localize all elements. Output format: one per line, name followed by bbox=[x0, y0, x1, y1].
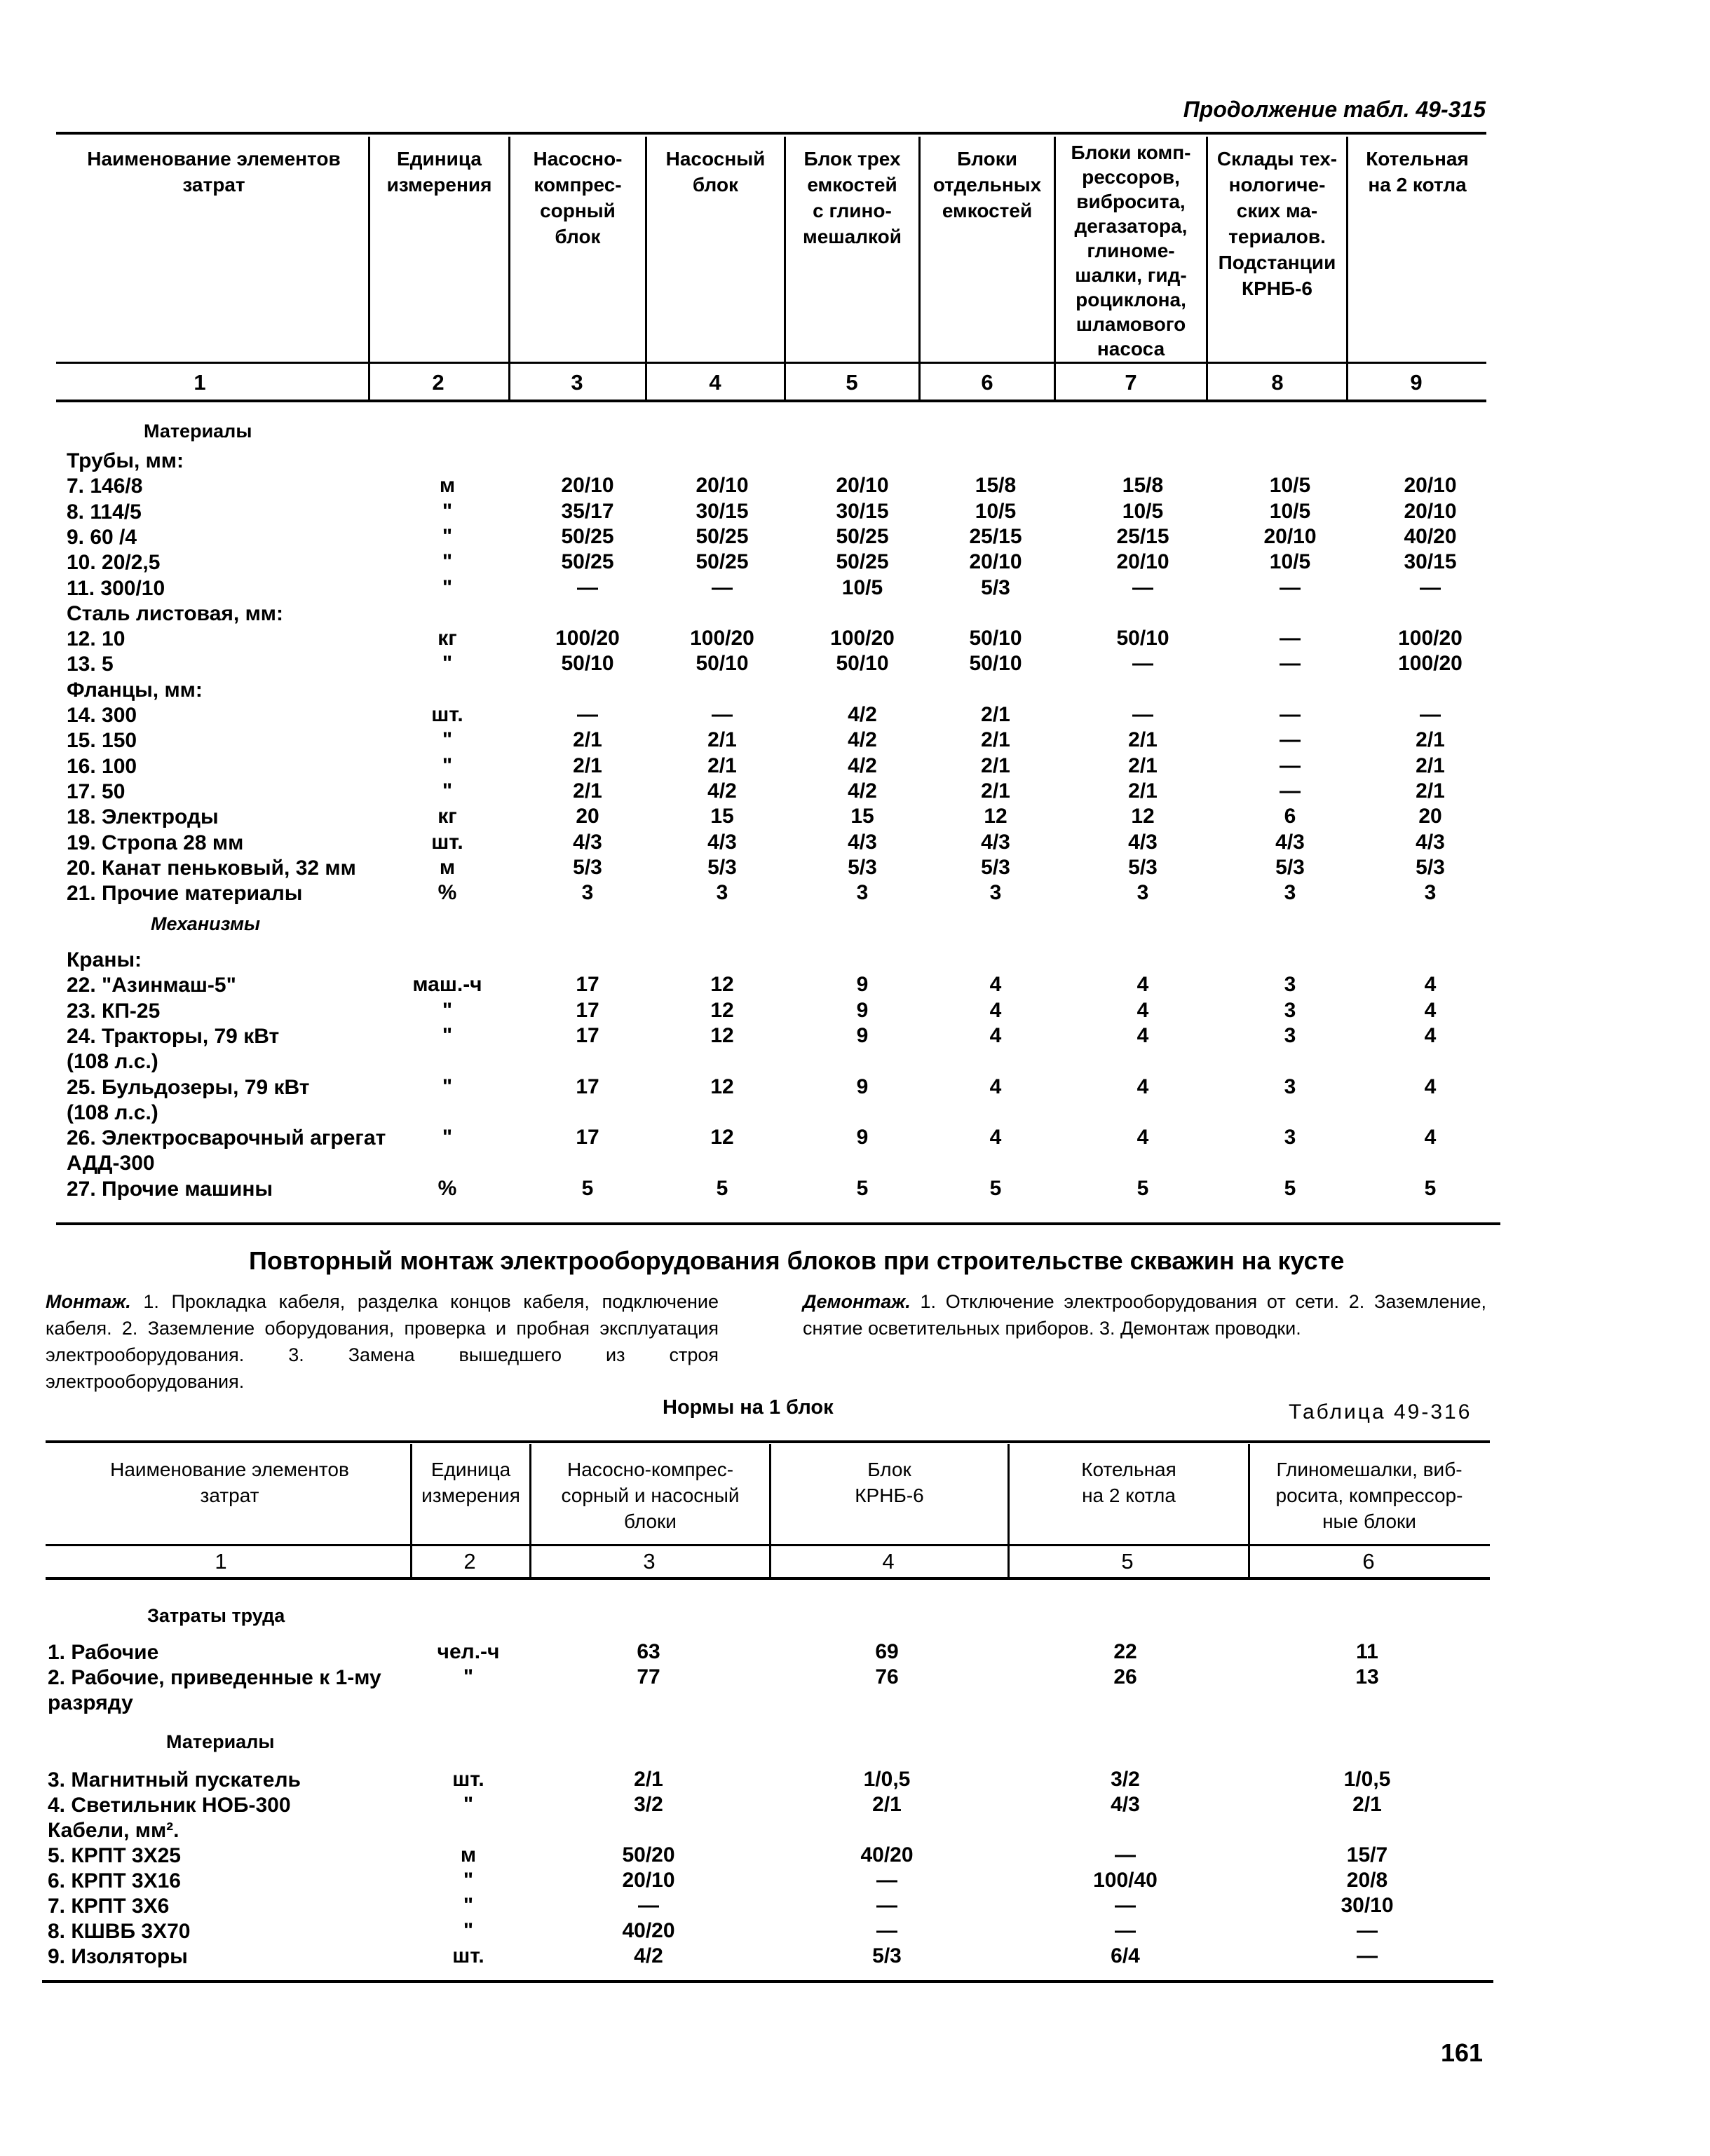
table-cell: 5/3 bbox=[1416, 855, 1445, 879]
table-cell: 12 bbox=[1131, 805, 1155, 828]
table-cell: 50/10 bbox=[969, 652, 1022, 676]
table-cell: 2/1 bbox=[573, 728, 602, 752]
row-label: 9. 60 /4 bbox=[67, 525, 137, 549]
table-cell: 4 bbox=[989, 1074, 1002, 1098]
table-cell: 2/1 bbox=[1352, 1793, 1382, 1816]
table-cell: — bbox=[1280, 753, 1301, 777]
table-cell: 5 bbox=[856, 1176, 869, 1200]
table-cell: 63 bbox=[637, 1640, 660, 1663]
table-cell: 3 bbox=[856, 881, 869, 905]
table-cell: 25/15 bbox=[1116, 524, 1169, 548]
row-unit: " bbox=[442, 575, 453, 599]
table-cell: — bbox=[1280, 575, 1301, 599]
table-cell: 20 bbox=[1418, 805, 1442, 828]
demontage-body: 1. Отключение электрооборудования от сети. 2. Заземление, снятие осветительных приборов. 3. Демонтаж проводки. bbox=[803, 1291, 1486, 1339]
row-label: 25. Бульдозеры, 79 кВт bbox=[67, 1075, 310, 1099]
table-cell: 5 bbox=[1424, 1176, 1437, 1200]
table-cell: 20/10 bbox=[969, 550, 1022, 574]
row-label: 16. 100 bbox=[67, 754, 137, 778]
table-cell: 3 bbox=[1284, 1074, 1296, 1098]
table-cell: — bbox=[1357, 1944, 1378, 1967]
row-label: 24. Тракторы, 79 кВт bbox=[67, 1024, 280, 1048]
table-cell: 4/3 bbox=[1111, 1793, 1140, 1816]
table-cell: 76 bbox=[875, 1665, 899, 1688]
t1-colnum: 1 bbox=[194, 370, 206, 395]
row-unit: " bbox=[442, 524, 453, 548]
row-unit: " bbox=[442, 499, 453, 523]
table-cell: 50/10 bbox=[969, 627, 1022, 650]
table-cell: 3 bbox=[1284, 998, 1296, 1022]
norms-caption: Нормы на 1 блок bbox=[663, 1396, 834, 1419]
row-unit: м bbox=[439, 855, 456, 879]
table-cell: — bbox=[876, 1869, 897, 1892]
table-cell: 12 bbox=[984, 805, 1007, 828]
table-cell: 4/2 bbox=[848, 753, 877, 777]
table-cell: 17 bbox=[576, 973, 599, 997]
table-cell: 13 bbox=[1355, 1665, 1379, 1688]
row-unit: кг bbox=[437, 805, 457, 828]
t1-colnum: 2 bbox=[432, 370, 445, 395]
row-unit: " bbox=[442, 550, 453, 574]
row-label: 5. КРПТ 3X25 bbox=[48, 1844, 181, 1867]
table-cell: 4/3 bbox=[1416, 830, 1445, 854]
row-unit: шт. bbox=[452, 1944, 484, 1967]
table-cell: 6 bbox=[1284, 805, 1296, 828]
table-cell: 9 bbox=[856, 1074, 869, 1098]
table-cell: 2/1 bbox=[981, 703, 1010, 726]
row-unit: " bbox=[442, 652, 453, 676]
table-cell: — bbox=[1132, 703, 1153, 726]
row-label: 12. 10 bbox=[67, 627, 125, 651]
t2-colnum: 6 bbox=[1362, 1549, 1375, 1574]
table-cell: 50/20 bbox=[622, 1843, 675, 1867]
table-cell: — bbox=[577, 575, 598, 599]
row-label: Трубы, мм: bbox=[67, 449, 184, 472]
section-title: Повторный монтаж электрооборудования блоков при строительстве скважин на кусте bbox=[249, 1246, 1345, 1275]
t1-section-materials: Материалы bbox=[144, 421, 252, 442]
t2-colnum: 2 bbox=[463, 1549, 476, 1574]
table-cell: 5/3 bbox=[707, 855, 737, 879]
row-label: 8. 114/5 bbox=[67, 500, 142, 524]
table-cell: 35/17 bbox=[561, 499, 614, 523]
table-cell: — bbox=[1420, 703, 1441, 726]
row-label: 14. 300 bbox=[67, 704, 137, 727]
table-cell: 2/1 bbox=[1128, 728, 1158, 752]
t1-colnum: 5 bbox=[846, 370, 858, 395]
table-cell: 50/10 bbox=[836, 652, 889, 676]
row-unit: " bbox=[442, 728, 453, 752]
table-cell: 10/5 bbox=[1122, 499, 1164, 523]
table-cell: 20/10 bbox=[1404, 474, 1457, 498]
table-cell: 15/7 bbox=[1346, 1843, 1388, 1867]
table-cell: 4/3 bbox=[981, 830, 1010, 854]
table-cell: 15/8 bbox=[975, 474, 1017, 498]
table-cell: 12 bbox=[710, 973, 734, 997]
table-cell: 5/3 bbox=[872, 1944, 902, 1967]
table-cell: — bbox=[712, 703, 733, 726]
table-cell: 2/1 bbox=[1416, 728, 1445, 752]
table-cell: 2/1 bbox=[707, 728, 737, 752]
table-cell: 1/0,5 bbox=[863, 1768, 911, 1791]
table-cell: 4/2 bbox=[707, 779, 737, 803]
montage-text bbox=[46, 1288, 719, 1395]
table-cell: 4 bbox=[989, 1023, 1002, 1047]
table-cell: 4/2 bbox=[848, 703, 877, 726]
row-label: 8. КШВБ 3X70 bbox=[48, 1920, 191, 1943]
table-cell: — bbox=[1420, 575, 1441, 599]
row-label: 27. Прочие машины bbox=[67, 1177, 273, 1201]
table-cell: 4/2 bbox=[848, 779, 877, 803]
table-cell: 2/1 bbox=[634, 1768, 663, 1791]
table-cell: 17 bbox=[576, 1023, 599, 1047]
table-cell: 2/1 bbox=[981, 728, 1010, 752]
table-cell: 4/2 bbox=[848, 728, 877, 752]
t2-colnum: 1 bbox=[215, 1549, 227, 1574]
table-cell: 12 bbox=[710, 1023, 734, 1047]
row-label: 20. Канат пеньковый, 32 мм bbox=[67, 856, 356, 880]
t2-header-col5: Котельная на 2 котла bbox=[1081, 1459, 1176, 1506]
row-unit: м bbox=[460, 1843, 477, 1867]
table-cell: — bbox=[1115, 1919, 1136, 1942]
table-cell: 20/10 bbox=[561, 474, 614, 498]
row-unit: " bbox=[442, 1074, 453, 1098]
table-cell: 2/1 bbox=[573, 753, 602, 777]
table-cell: 20 bbox=[576, 805, 599, 828]
row-label: 19. Стропа 28 мм bbox=[67, 831, 244, 854]
table-cell: 12 bbox=[710, 1126, 734, 1149]
t1-header-name: Наименование элементов затрат bbox=[87, 148, 341, 196]
table-cell: 3 bbox=[1284, 1126, 1296, 1149]
table-cell: 3 bbox=[1424, 881, 1437, 905]
table-cell: — bbox=[1115, 1843, 1136, 1867]
row-label: 15. 150 bbox=[67, 729, 137, 753]
t1-header-col6: Блоки отдельных емкостей bbox=[932, 148, 1042, 221]
table-cell: 3 bbox=[581, 881, 594, 905]
t1-header-col5: Блок трех емкостей с глино- мешалкой bbox=[803, 148, 902, 247]
row-unit: " bbox=[442, 753, 453, 777]
table-cell: — bbox=[1357, 1919, 1378, 1942]
table-label: Таблица 49-316 bbox=[1289, 1400, 1472, 1424]
table-cell: 10/5 bbox=[1269, 499, 1311, 523]
table-cell: — bbox=[876, 1919, 897, 1942]
row-label: 21. Прочие материалы bbox=[67, 882, 303, 906]
table-cell: 50/25 bbox=[695, 524, 749, 548]
table-cell: — bbox=[876, 1894, 897, 1917]
table-cell: 3/2 bbox=[634, 1793, 663, 1816]
t2-section-materials: Материалы bbox=[166, 1731, 275, 1752]
table-cell: 25/15 bbox=[969, 524, 1022, 548]
row-label: (108 л.с.) bbox=[67, 1100, 158, 1124]
table-cell: 20/10 bbox=[695, 474, 749, 498]
table-cell: 20/10 bbox=[1404, 499, 1457, 523]
row-label: 10. 20/2,5 bbox=[67, 551, 161, 575]
table-cell: 4 bbox=[1136, 1023, 1149, 1047]
t2-colnum: 4 bbox=[882, 1549, 895, 1574]
row-label: Краны: bbox=[67, 948, 142, 971]
row-unit: " bbox=[442, 998, 453, 1022]
t1-colnum: 8 bbox=[1271, 370, 1284, 395]
table-cell: 50/25 bbox=[561, 524, 614, 548]
page-number: 161 bbox=[1441, 2038, 1484, 2067]
table-cell: 5/3 bbox=[981, 575, 1010, 599]
table-cell: 3 bbox=[1136, 881, 1149, 905]
continuation-caption: Продолжение табл. 49-315 bbox=[1183, 97, 1486, 122]
table-cell: 4 bbox=[989, 998, 1002, 1022]
table-cell: 100/20 bbox=[555, 627, 620, 650]
row-unit: " bbox=[463, 1869, 474, 1892]
row-label: 13. 5 bbox=[67, 653, 114, 676]
table-cell: 2/1 bbox=[1128, 753, 1158, 777]
montage-body: 1. Прокладка кабеля, разделка концов кабеля, подключение кабеля. 2. Заземление оборудования, проверка и пробная эксплуатация электрооборудования. 3. Замена вышедшего из строя электрооборудования. bbox=[46, 1291, 719, 1392]
row-label: 7. 146/8 bbox=[67, 475, 143, 498]
table-cell: 4 bbox=[1424, 1126, 1437, 1149]
table-cell: 20/10 bbox=[1116, 550, 1169, 574]
t2-colnum: 5 bbox=[1121, 1549, 1134, 1574]
table-cell: 4 bbox=[1424, 1023, 1437, 1047]
row-unit: шт. bbox=[452, 1768, 484, 1791]
demontage-label: Демонтаж. bbox=[803, 1291, 911, 1312]
table-cell: 9 bbox=[856, 1126, 869, 1149]
row-label: 9. Изоляторы bbox=[48, 1945, 188, 1968]
table-cell: — bbox=[712, 575, 733, 599]
table-cell: 4 bbox=[1424, 1074, 1437, 1098]
row-label: 3. Магнитный пускатель bbox=[48, 1768, 301, 1792]
row-unit: " bbox=[442, 779, 453, 803]
row-unit: " bbox=[463, 1894, 474, 1917]
table-cell: 30/15 bbox=[1404, 550, 1457, 574]
row-label: 6. КРПТ 3X16 bbox=[48, 1869, 181, 1892]
table-cell: 3 bbox=[989, 881, 1002, 905]
table-cell: 69 bbox=[875, 1640, 899, 1663]
table-cell: 10/5 bbox=[841, 575, 883, 599]
table-cell: — bbox=[577, 703, 598, 726]
table-cell: 2/1 bbox=[872, 1793, 902, 1816]
row-label: 22. "Азинмаш-5" bbox=[67, 974, 236, 997]
table-cell: 50/25 bbox=[836, 550, 889, 574]
table-cell: 100/40 bbox=[1093, 1869, 1158, 1892]
table-cell: 10/5 bbox=[975, 499, 1017, 523]
table-cell: 4/3 bbox=[1128, 830, 1158, 854]
table-cell: 4 bbox=[1136, 1126, 1149, 1149]
row-label: 26. Электросварочный агрегат bbox=[67, 1126, 386, 1150]
table-cell: 2/1 bbox=[1128, 779, 1158, 803]
table-cell: 9 bbox=[856, 998, 869, 1022]
t2-header-col3: Насосно-компрес- сорный и насосный блоки bbox=[561, 1459, 740, 1532]
row-label: (108 л.с.) bbox=[67, 1050, 158, 1074]
table-cell: 4 bbox=[1136, 973, 1149, 997]
table-cell: 17 bbox=[576, 998, 599, 1022]
row-unit: " bbox=[442, 1126, 453, 1149]
table-cell: 5 bbox=[1284, 1176, 1296, 1200]
table-cell: 2/1 bbox=[573, 779, 602, 803]
table-cell: 15/8 bbox=[1122, 474, 1164, 498]
table-cell: 20/10 bbox=[836, 474, 889, 498]
row-label: АДД-300 bbox=[67, 1152, 155, 1175]
table-cell: 2/1 bbox=[1416, 779, 1445, 803]
row-label: 1. Рабочие bbox=[48, 1641, 159, 1664]
table-cell: — bbox=[1280, 728, 1301, 752]
row-unit: м bbox=[439, 474, 456, 498]
table-cell: 20/10 bbox=[1263, 524, 1317, 548]
row-label: 18. Электроды bbox=[67, 805, 219, 829]
row-label: Кабели, мм². bbox=[48, 1819, 179, 1842]
table-cell: 4 bbox=[989, 973, 1002, 997]
montage-label: Монтаж. bbox=[46, 1291, 131, 1312]
table-cell: 50/25 bbox=[561, 550, 614, 574]
table-cell: 17 bbox=[576, 1074, 599, 1098]
table-cell: 26 bbox=[1113, 1665, 1137, 1688]
table-cell: 20/8 bbox=[1346, 1869, 1388, 1892]
row-unit: " bbox=[463, 1793, 474, 1816]
table-cell: — bbox=[1280, 779, 1301, 803]
t1-colnum: 9 bbox=[1410, 370, 1423, 395]
t1-colnum: 4 bbox=[709, 370, 721, 395]
t1-header-col7: Блоки комп- рессоров, вибросита, дегазатора, глиноме- шалки, гид- роциклона, шламового насоса bbox=[1071, 142, 1191, 360]
t1-colnum: 7 bbox=[1125, 370, 1137, 395]
row-label: Сталь листовая, мм: bbox=[67, 601, 283, 625]
table-cell: 20/10 bbox=[622, 1869, 675, 1892]
row-label: 23. КП-25 bbox=[67, 999, 161, 1023]
table-cell: 6/4 bbox=[1111, 1944, 1140, 1967]
table-cell: 11 bbox=[1356, 1640, 1378, 1663]
row-unit: " bbox=[442, 1023, 453, 1047]
t2-section-labor: Затраты труда bbox=[147, 1605, 285, 1626]
table-cell: 10/5 bbox=[1269, 474, 1311, 498]
table-cell: 5/3 bbox=[848, 855, 877, 879]
row-label: 4. Светильник НОБ-300 bbox=[48, 1794, 291, 1817]
t2-header-unit: Единица измерения bbox=[421, 1459, 520, 1506]
t1-header-col8: Склады тех- нологиче- ских ма- териалов. Подстанции КРНБ-6 bbox=[1216, 148, 1338, 299]
table-cell: 9 bbox=[856, 1023, 869, 1047]
row-label: 7. КРПТ 3X6 bbox=[48, 1895, 170, 1918]
table-cell: 2/1 bbox=[707, 753, 737, 777]
row-unit: чел.-ч bbox=[437, 1640, 500, 1663]
table-cell: — bbox=[1132, 652, 1153, 676]
table-cell: 5/3 bbox=[1128, 855, 1158, 879]
table-cell: 4/3 bbox=[707, 830, 737, 854]
table-cell: — bbox=[1280, 652, 1301, 676]
table-cell: 50/10 bbox=[695, 652, 749, 676]
table-cell: 3 bbox=[1284, 973, 1296, 997]
row-unit: % bbox=[437, 881, 457, 905]
table-cell: 40/20 bbox=[1404, 524, 1457, 548]
demontage-text bbox=[803, 1288, 1486, 1342]
t2-header-col4: Блок КРНБ-6 bbox=[855, 1459, 924, 1506]
t1-header-col9: Котельная на 2 котла bbox=[1366, 148, 1469, 196]
table-cell: 100/20 bbox=[690, 627, 754, 650]
table-cell: 2/1 bbox=[981, 753, 1010, 777]
t2-colnum: 3 bbox=[643, 1549, 656, 1574]
table-cell: 30/10 bbox=[1341, 1894, 1394, 1917]
table-cell: 5 bbox=[581, 1176, 594, 1200]
row-label: 17. 50 bbox=[67, 779, 125, 803]
table-cell: — bbox=[1132, 575, 1153, 599]
table-cell: 9 bbox=[856, 973, 869, 997]
t1-colnum: 3 bbox=[571, 370, 583, 395]
table-cell: 4/3 bbox=[1275, 830, 1305, 854]
table-cell: 3 bbox=[716, 881, 728, 905]
row-label: 11. 300/10 bbox=[67, 576, 165, 600]
table-cell: 2/1 bbox=[981, 779, 1010, 803]
table-cell: 4 bbox=[1424, 973, 1437, 997]
table-cell: 1/0,5 bbox=[1343, 1768, 1391, 1791]
row-label: 2. Рабочие, приведенные к 1-му bbox=[48, 1666, 381, 1689]
table-cell: — bbox=[1280, 627, 1301, 650]
table-cell: 22 bbox=[1113, 1640, 1137, 1663]
table-cell: — bbox=[1280, 703, 1301, 726]
row-unit: кг bbox=[437, 627, 457, 650]
row-unit: " bbox=[463, 1919, 474, 1942]
table-cell: 40/20 bbox=[622, 1919, 675, 1942]
row-unit: маш.-ч bbox=[412, 973, 482, 997]
table-cell: 3 bbox=[1284, 881, 1296, 905]
table-cell: 50/25 bbox=[695, 550, 749, 574]
row-label: Фланцы, мм: bbox=[67, 678, 203, 702]
table-cell: 30/15 bbox=[836, 499, 889, 523]
table-cell: 50/10 bbox=[1116, 627, 1169, 650]
table-cell: 5 bbox=[989, 1176, 1002, 1200]
table-cell: 5 bbox=[1136, 1176, 1149, 1200]
table-cell: 12 bbox=[710, 998, 734, 1022]
table-cell: 100/20 bbox=[830, 627, 895, 650]
t2-header-col6: Глиномешалки, виб- росита, компрессор- ные блоки bbox=[1275, 1459, 1463, 1532]
table-cell: 100/20 bbox=[1398, 652, 1463, 676]
t1-section-mechanisms: Механизмы bbox=[151, 913, 261, 934]
t1-header-col3: Насосно- компрес- сорный блок bbox=[533, 148, 623, 247]
table-cell: 4/3 bbox=[848, 830, 877, 854]
table-cell: 15 bbox=[710, 805, 734, 828]
table-cell: 50/25 bbox=[836, 524, 889, 548]
table-cell: — bbox=[1115, 1894, 1136, 1917]
table-cell: 5 bbox=[716, 1176, 728, 1200]
t1-colnum: 6 bbox=[981, 370, 993, 395]
table-cell: 3 bbox=[1284, 1023, 1296, 1047]
table-cell: 30/15 bbox=[695, 499, 749, 523]
table-cell: 5/3 bbox=[1275, 855, 1305, 879]
table-cell: 4/2 bbox=[634, 1944, 663, 1967]
table-cell: 4 bbox=[1136, 998, 1149, 1022]
row-label: разряду bbox=[48, 1691, 133, 1714]
row-unit: шт. bbox=[431, 703, 463, 726]
row-unit: шт. bbox=[431, 830, 463, 854]
table-cell: 10/5 bbox=[1269, 550, 1311, 574]
table-cell: 2/1 bbox=[1416, 753, 1445, 777]
table-cell: 40/20 bbox=[860, 1843, 914, 1867]
table-cell: 17 bbox=[576, 1126, 599, 1149]
table-cell: 3/2 bbox=[1111, 1768, 1140, 1791]
t1-header-col4: Насосный блок bbox=[665, 148, 766, 196]
table-cell: 4 bbox=[1136, 1074, 1149, 1098]
table-cell: 5/3 bbox=[981, 855, 1010, 879]
t1-header-unit: Единица измерения bbox=[386, 148, 492, 196]
row-unit: % bbox=[437, 1176, 457, 1200]
table-cell: 77 bbox=[637, 1665, 660, 1688]
table-cell: 15 bbox=[850, 805, 874, 828]
row-unit: " bbox=[463, 1665, 474, 1688]
table-cell: 4/3 bbox=[573, 830, 602, 854]
table-cell: 50/10 bbox=[561, 652, 614, 676]
table-cell: 4 bbox=[989, 1126, 1002, 1149]
table-cell: — bbox=[638, 1894, 659, 1917]
table-cell: 5/3 bbox=[573, 855, 602, 879]
t2-header-name: Наименование элементов затрат bbox=[110, 1459, 349, 1506]
table-cell: 12 bbox=[710, 1074, 734, 1098]
table-cell: 4 bbox=[1424, 998, 1437, 1022]
table-cell: 100/20 bbox=[1398, 627, 1463, 650]
